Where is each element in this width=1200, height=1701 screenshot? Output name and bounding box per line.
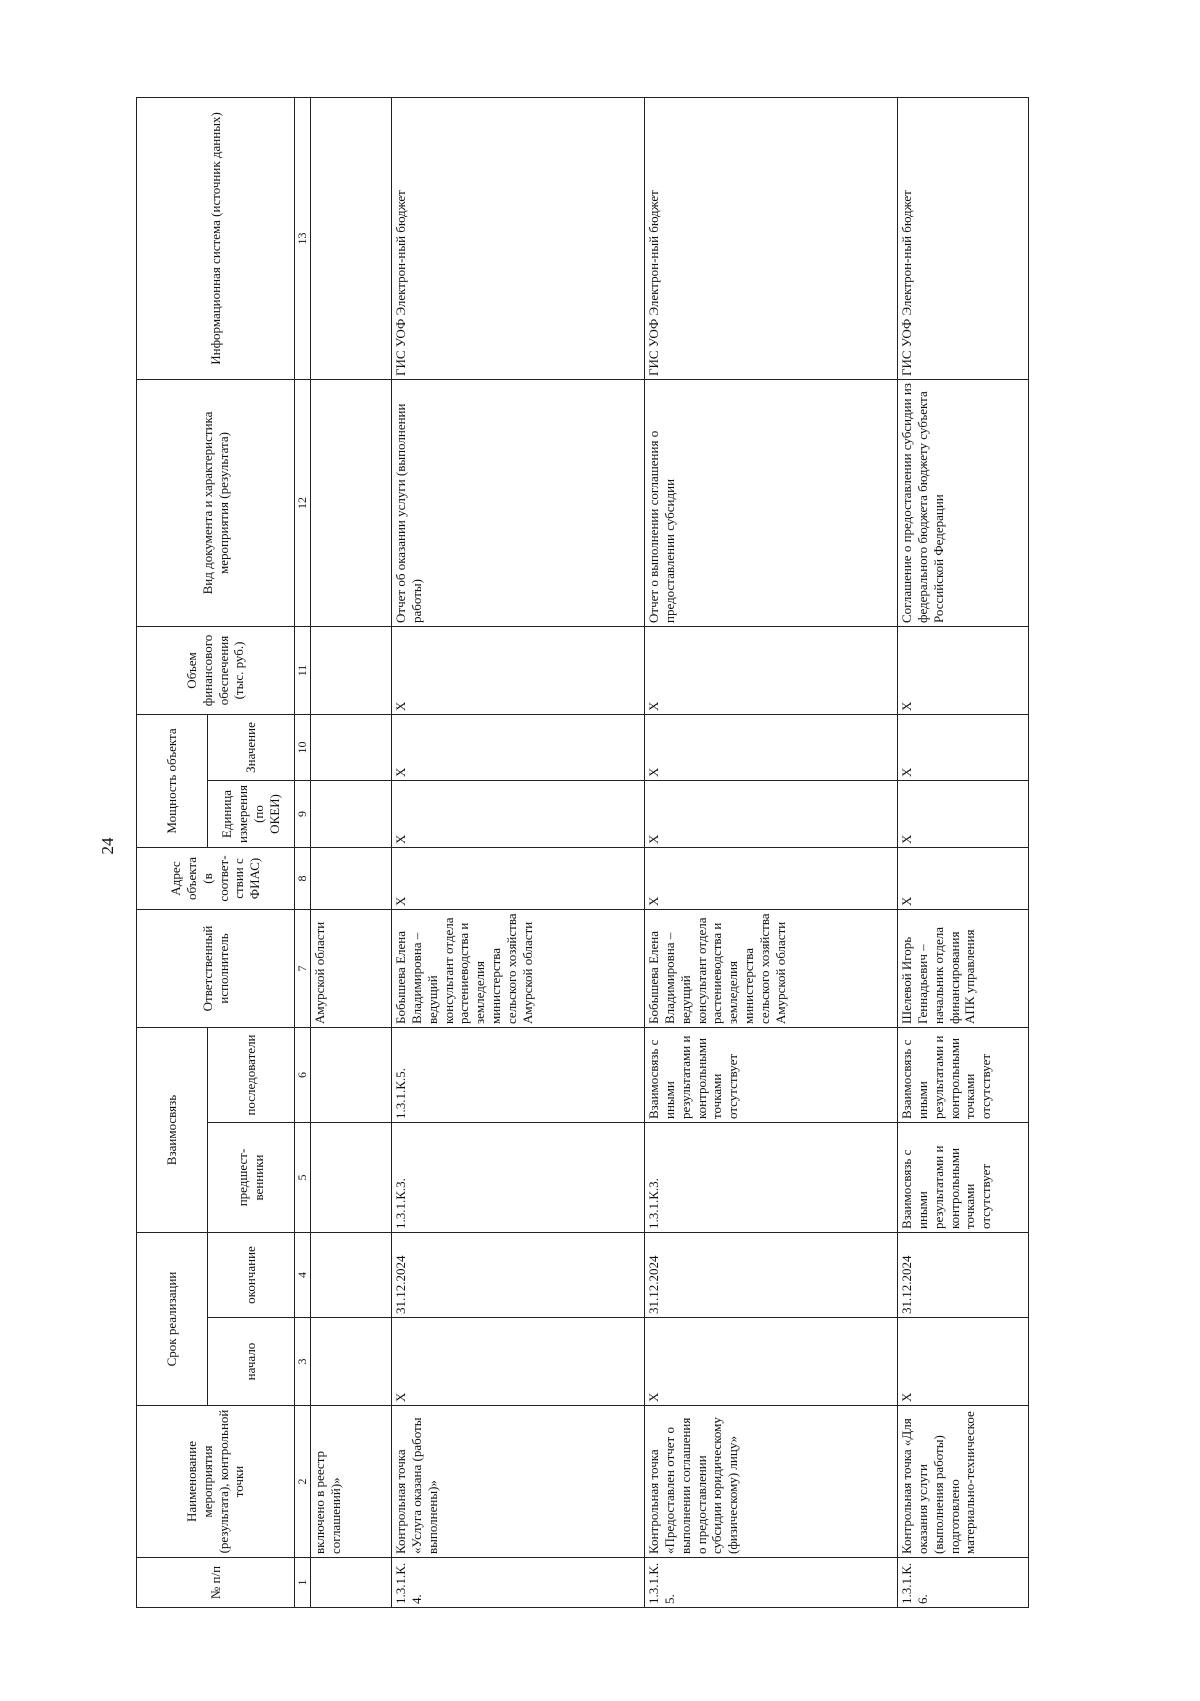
header-link: Взаимосвязь xyxy=(137,1028,208,1233)
column-number: 10 xyxy=(295,714,311,780)
cell-start: X xyxy=(392,1318,645,1406)
table-row xyxy=(645,97,898,1607)
cell-unit: X xyxy=(898,781,1029,848)
rotated-table-frame xyxy=(136,98,1066,1608)
cell-document: Отчет о выполнении соглашения о предоставлении субсидии xyxy=(645,379,898,626)
cell-value: X xyxy=(898,714,1029,780)
cell-number: 1.3.1.К.5. xyxy=(645,1558,898,1608)
column-number: 4 xyxy=(295,1233,311,1318)
header-value: Значение xyxy=(208,714,295,780)
header-period: Срок реализации xyxy=(137,1233,208,1406)
column-number: 2 xyxy=(295,1406,311,1558)
cell-predecessors: 1.3.1.К.3. xyxy=(392,1123,645,1233)
cell-value: X xyxy=(645,714,898,780)
cell-successors: 1.3.1.К.5. xyxy=(392,1028,645,1123)
header-predecessors: предшест-венники xyxy=(208,1123,295,1233)
continuation-row xyxy=(311,97,392,1607)
header-unit: Единица измерения (по ОКЕИ) xyxy=(208,781,295,848)
column-number: 7 xyxy=(295,910,311,1028)
cell-start: X xyxy=(645,1318,898,1406)
table-header xyxy=(137,97,311,1607)
column-number: 6 xyxy=(295,1028,311,1123)
table-row xyxy=(898,97,1029,1607)
header-number: № п/п xyxy=(137,1558,295,1608)
column-number: 5 xyxy=(295,1123,311,1233)
cell-unit: X xyxy=(645,781,898,848)
column-number: 1 xyxy=(295,1558,311,1608)
header-document: Вид документа и характеристика мероприятия (результата) xyxy=(137,379,295,626)
header-information-system: Информационная система (источник данных) xyxy=(137,97,295,379)
cell-name: Контрольная точка «Для оказания услуги (выполнения работы) подготовлено материально-техническое xyxy=(898,1406,1029,1558)
cell-finance: X xyxy=(898,626,1029,714)
cell-information-system: ГИС УОФ Электрон-ный бюджет xyxy=(645,97,898,379)
cell-end: 31.12.2024 xyxy=(645,1233,898,1318)
table-row xyxy=(392,97,645,1607)
cell-end: 31.12.2024 xyxy=(392,1233,645,1318)
cell-address: X xyxy=(898,848,1029,910)
cell-information-system: ГИС УОФ Электрон-ный бюджет xyxy=(392,97,645,379)
cell-responsible: Бобышева Елена Владимировна – ведущий консультант отдела растениеводства и земледелия министерства сельского хозяйства Амурской области xyxy=(645,910,898,1028)
header-address: Адрес объекта (в соответ-ствии с ФИАС) xyxy=(137,848,295,910)
header-start: начало xyxy=(208,1318,295,1406)
cell-information-system: ГИС УОФ Электрон-ный бюджет xyxy=(898,97,1029,379)
cell-successors: Взаимосвязь с иными результатами и контрольными точками отсутствует xyxy=(645,1028,898,1123)
cell-responsible: Шелевой Игорь Геннадьевич – начальник отдела финансирования АПК управления xyxy=(898,910,1029,1028)
cell-start: X xyxy=(898,1318,1029,1406)
header-responsible: Ответственный исполнитель xyxy=(137,910,295,1028)
column-numbers-row xyxy=(295,97,311,1607)
control-points-table xyxy=(136,97,1029,1608)
page-number: 24 xyxy=(98,837,117,855)
header-name: Наименование мероприятия (результата), контрольной точки xyxy=(137,1406,295,1558)
cell-number: 1.3.1.К.6. xyxy=(898,1558,1029,1608)
cell-end: 31.12.2024 xyxy=(898,1233,1029,1318)
cell-document: Соглашение о предоставлении субсидии из федерального бюджета бюджету субъекта Российской Федерации xyxy=(898,379,1029,626)
column-number: 3 xyxy=(295,1318,311,1406)
cell-predecessors: 1.3.1.К.3. xyxy=(645,1123,898,1233)
cell-address: X xyxy=(645,848,898,910)
column-number: 11 xyxy=(295,626,311,714)
cell-document: Отчет об оказании услуги (выполнении работы) xyxy=(392,379,645,626)
header-capacity: Мощность объекта xyxy=(137,714,208,847)
cell-name: Контрольная точка «Услуга оказана (работы выполнены)» xyxy=(392,1406,645,1558)
cell-responsible: Амурской области xyxy=(311,910,392,1028)
cell-number: 1.3.1.К.4. xyxy=(392,1558,645,1608)
cell-finance: X xyxy=(645,626,898,714)
header-successors: последователи xyxy=(208,1028,295,1123)
header-end: окончание xyxy=(208,1233,295,1318)
cell-unit: X xyxy=(392,781,645,848)
cell-name: включено в реестр соглашений)» xyxy=(311,1406,392,1558)
column-number: 12 xyxy=(295,379,311,626)
header-finance: Объем финансового обеспечения (тыс. руб.) xyxy=(137,626,295,714)
column-number: 13 xyxy=(295,97,311,379)
column-number: 9 xyxy=(295,781,311,848)
column-number: 8 xyxy=(295,848,311,910)
cell-predecessors: Взаимосвязь с иными результатами и контрольными точками отсутствует xyxy=(898,1123,1029,1233)
cell-successors: Взаимосвязь с иными результатами и контрольными точками отсутствует xyxy=(898,1028,1029,1123)
cell-responsible: Бобышева Елена Владимировна – ведущий консультант отдела растениеводства и земледелия министерства сельского хозяйства Амурской области xyxy=(392,910,645,1028)
cell-name: Контрольная точка «Предоставлен отчет о выполнении соглашения о предоставлении субсидии юридическому (физическому) лицу» xyxy=(645,1406,898,1558)
cell-address: X xyxy=(392,848,645,910)
cell-value: X xyxy=(392,714,645,780)
cell-finance: X xyxy=(392,626,645,714)
